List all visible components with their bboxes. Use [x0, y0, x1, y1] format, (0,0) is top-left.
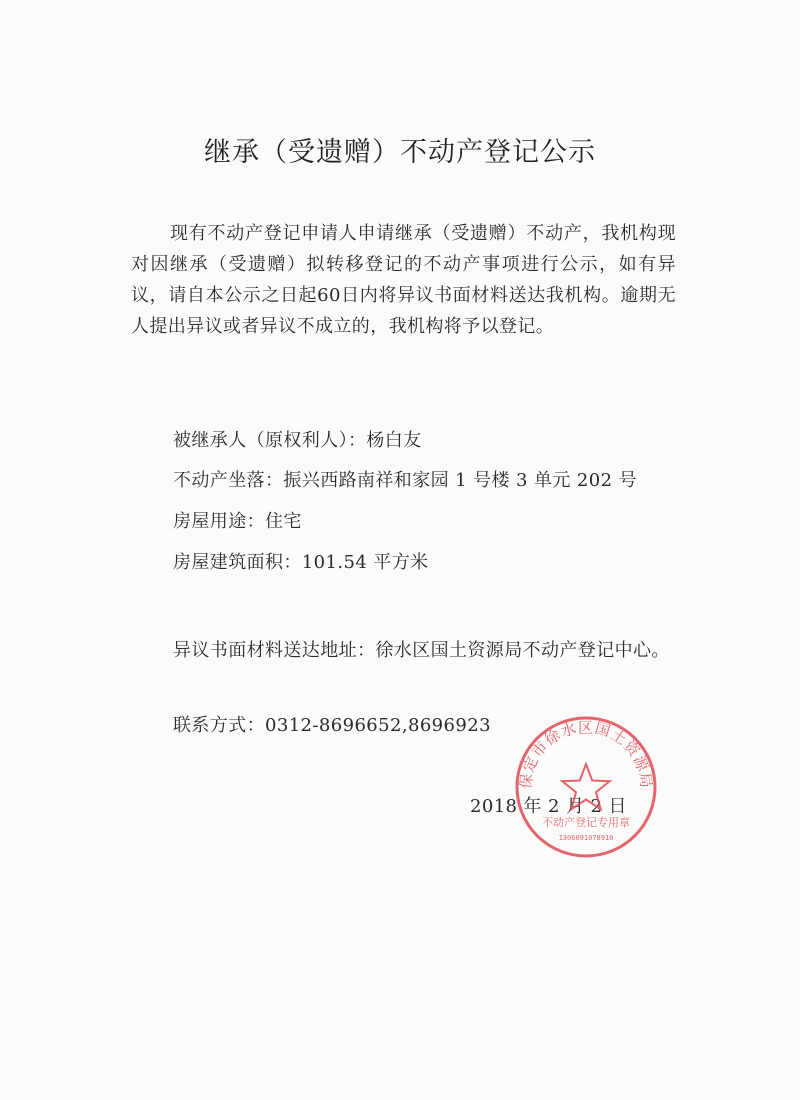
document-date: 2018 年 2 月 2 日	[470, 796, 627, 817]
house-use-line: 房屋用途：住宅	[173, 511, 302, 532]
notice-paragraph: 现有不动产登记申请人申请继承（受遗赠）不动产，我机构现对因继承（受遗赠）拟转移登记的不动产事项进行公示，如有异议，请自本公示之日起60日内将异议书面材料送达我机构。逾期无人提出异议或者异议不成立的，我机构将予以登记。	[131, 223, 676, 337]
document-title: 继承（受遗赠）不动产登记公示	[204, 137, 596, 168]
objection-address-paragraph: 异议书面材料送达地址：徐水区国土资源局不动产登记中心。	[173, 640, 670, 661]
svg-text:保定市徐水区国土资源局	[517, 718, 656, 789]
seal-arc-text: 保定市徐水区国土资源局	[516, 718, 656, 790]
seal-subtext: 不动产登记专用章	[542, 816, 630, 829]
seal-code: 1306091078910	[558, 834, 614, 842]
contact-line: 联系方式：0312-8696652,8696923	[173, 715, 491, 736]
star-icon	[562, 764, 610, 809]
property-location-line: 不动产坐落：振兴西路南祥和家园 1 号楼 3 单元 202 号	[173, 470, 637, 491]
floor-area-line: 房屋建筑面积：101.54 平方米	[173, 552, 429, 573]
inheritee-line: 被继承人（原权利人）：杨白友	[173, 430, 422, 451]
official-seal	[513, 714, 659, 860]
